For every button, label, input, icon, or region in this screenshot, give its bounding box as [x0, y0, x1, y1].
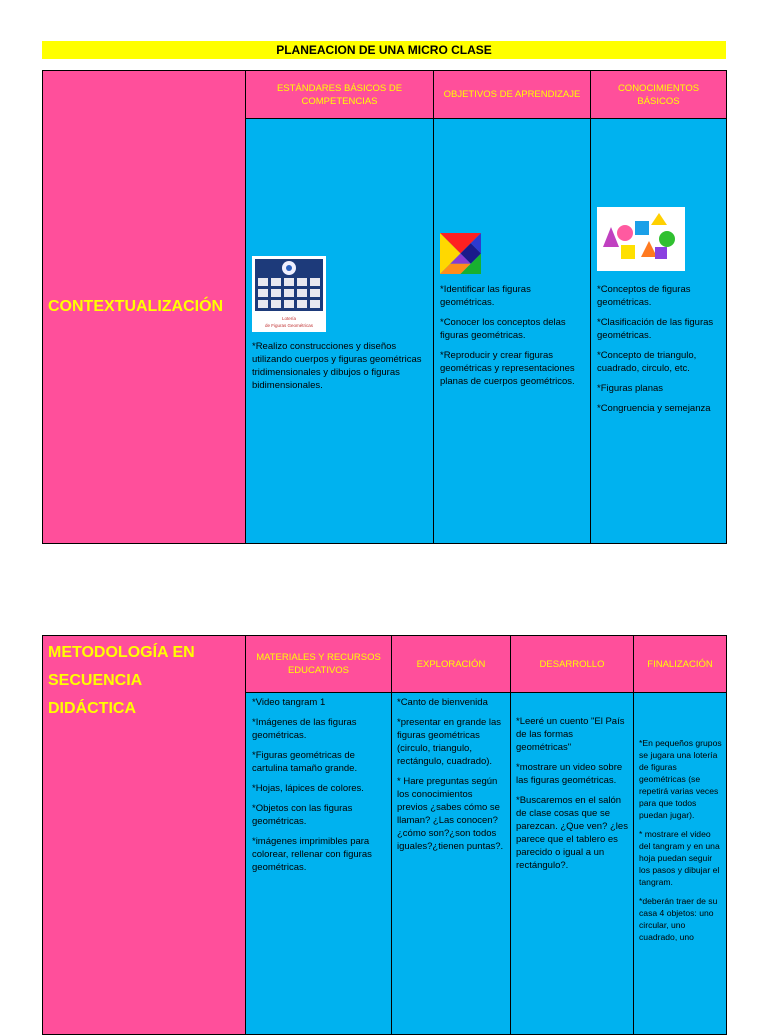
material-item: *imágenes imprimibles para colorear, rellenar con figuras geométricas.	[252, 836, 372, 873]
finalizacion-item: * mostrare el video del tangram y en una hoja puedan seguir los pasos y dibujar el tangram.	[639, 829, 720, 887]
conocimiento-item: *Concepto de triangulo, cuadrado, circulo, etc.	[597, 350, 697, 374]
objetivo-item: *Reproducir y crear figuras geométricas y representaciones planas de cuerpos geométricos.	[440, 350, 575, 387]
header-desarrollo: DESARROLLO	[511, 636, 634, 693]
header-objetivos: OBJETIVOS DE APRENDIZAJE	[434, 71, 591, 119]
metodologia-label: METODOLOGÍA EN SECUENCIA DIDÁCTICA	[43, 636, 246, 1035]
tangram-image	[440, 233, 481, 274]
finalizacion-item: *deberán traer de su casa 4 objetos: uno circular, uno cuadrado, uno	[639, 896, 718, 942]
conocimiento-item: *Clasificación de las figuras geométricas.	[597, 317, 714, 341]
material-item: *Hojas, lápices de colores.	[252, 783, 364, 794]
contextualizacion-label: CONTEXTUALIZACIÓN	[43, 71, 246, 544]
finalizacion-cell	[634, 693, 727, 1035]
desarrollo-item: *Leeré un cuento "El País de las formas geométricas"	[516, 716, 625, 753]
exploracion-item: *presentar en grande las figuras geométricas (circulo, triangulo, rectángulo, cuadrado).	[397, 717, 502, 767]
conocimiento-item: *Figuras planas	[597, 383, 664, 394]
page-title: PLANEACION DE UNA MICRO CLASE	[42, 41, 726, 59]
objetivo-item: *Identificar las figuras geométricas.	[440, 284, 531, 308]
estandares-cell	[246, 119, 434, 544]
desarrollo-cell	[511, 693, 634, 1035]
objetivo-item: *Conocer los conceptos delas figuras geométricas.	[440, 317, 566, 341]
header-exploracion: EXPLORACIÓN	[392, 636, 511, 693]
desarrollo-item: *Buscaremos en el salón de clase cosas que se parezcan. ¿Que ven? ¿les parece que el tablero es parecido o igual a un rectángulo?.	[516, 795, 628, 871]
desarrollo-item: *mostrare un video sobre las figuras geométricas.	[516, 762, 623, 786]
materiales-cell	[246, 693, 392, 1035]
header-estandares: ESTÁNDARES BÁSICOS DE COMPETENCIAS	[246, 71, 434, 119]
objetivos-cell	[434, 119, 591, 544]
exploracion-item: *Canto de bienvenida	[397, 697, 488, 708]
svg-text:Lotería: Lotería	[281, 316, 297, 321]
figuras-cartoon-image	[597, 207, 685, 271]
svg-text:de Figuras Geométricas: de Figuras Geométricas	[264, 323, 314, 328]
material-item: *Objetos con las figuras geométricas.	[252, 803, 353, 827]
conocimientos-cell	[591, 119, 727, 544]
material-item: *Figuras geométricas de cartulina tamaño grande.	[252, 750, 358, 774]
conocimiento-item: *Conceptos de figuras geométricas.	[597, 284, 691, 308]
loteria-image	[252, 256, 326, 332]
header-finalizacion: FINALIZACIÓN	[634, 636, 727, 693]
material-item: *Imágenes de las figuras geométricas.	[252, 717, 357, 741]
metodologia-table	[42, 635, 727, 1035]
contextualizacion-table	[42, 70, 727, 544]
header-materiales: MATERIALES Y RECURSOS EDUCATIVOS	[246, 636, 392, 693]
exploracion-cell	[392, 693, 511, 1035]
exploracion-item: * Hare preguntas según los conocimientos previos ¿sabes cómo se llaman? ¿Las conocen? ¿cómo son?¿son todos iguales?¿tienen puntas?.	[397, 776, 504, 852]
estandares-text: *Realizo construcciones y diseños utilizando cuerpos y figuras geométricas tridimensionales y dibujos o figuras bidimensionales.	[252, 341, 422, 391]
conocimiento-item: *Congruencia y semejanza	[597, 403, 711, 414]
material-item: *Video tangram 1	[252, 697, 326, 708]
header-conocimientos: CONOCIMIENTOS BÁSICOS	[591, 71, 727, 119]
finalizacion-item: *En pequeños grupos se jugara una lotería de figuras geométricas (se repetirá varias veces para que todos puedan jugar).	[639, 738, 722, 820]
